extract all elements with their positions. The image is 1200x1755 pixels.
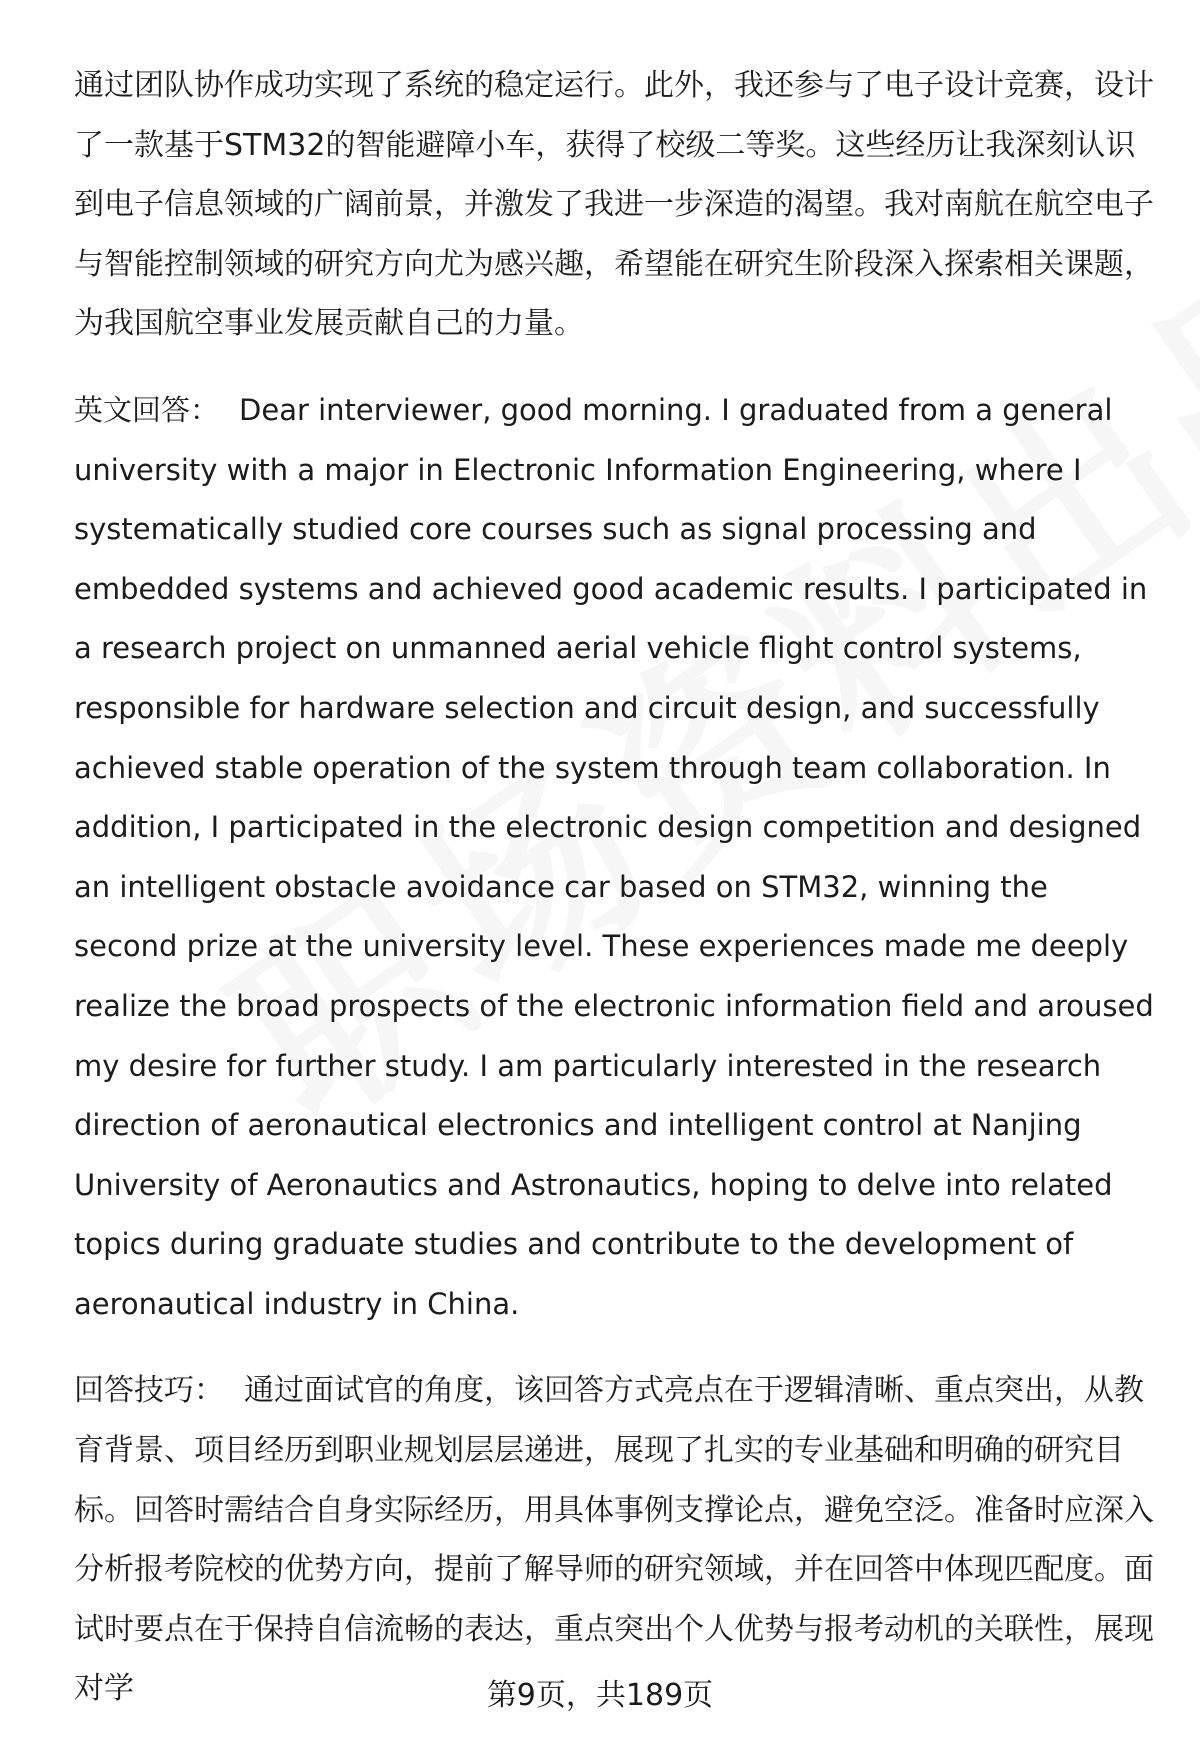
- paragraph-english-answer: [74, 381, 1154, 1335]
- paragraph-chinese-continuation: 通过团队协作成功实现了系统的稳定运行。此外，我还参与了电子设计竞赛，设计了一款基于STM32的智能避障小车，获得了校级二等奖。这些经历让我深刻认识到电子信息领域的广阔前景，并激发了我进一步深造的渴望。我对南航在航空电子与智能控制领域的研究方向尤为感兴趣，希望能在研究生阶段深入探索相关课题，为我国航空事业发展贡献自己的力量。: [74, 68, 1154, 342]
- document-body: [74, 56, 1154, 1719]
- page-indicator: 第9页，共189页: [486, 1678, 714, 1713]
- tips-text: 通过面试官的角度，该回答方式亮点在于逻辑清晰、重点突出，从教育背景、项目经历到职业规划层层递进，展现了扎实的专业基础和明确的研究目标。回答时需结合自身实际经历，用具体事例支撑论点，避免空泛。准备时应深入分析报考院校的优势方向，提前了解导师的研究领域，并在回答中体现匹配度。面试时要点在于保持自信流畅的表达，重点突出个人优势与报考动机的关联性，展现对学: [74, 1373, 1154, 1707]
- english-answer-label: 英文回答：: [74, 392, 220, 427]
- english-answer-text: Dear interviewer, good morning. I graduated from a general university with a major in Electronic Information Engineering, where I systematically studied core courses such as signal processing and embedded systems and achieved good academic results. I participated in a research project on unmanned aerial vehicle flight control systems, responsible for hardware selection and circuit design, and successfully achieved stable operation of the system through team collaboration. In addition, I participated in the electronic design competition and designed an intelligent obstacle avoidance car based on STM32, winning the second prize at the university level. These experiences made me deeply realize the broad prospects of the electronic information field and aroused my desire for further study. I am particularly interested in the research direction of aeronautical electronics and intelligent control at Nanjing University of Aeronautics and Astronautics, hoping to delve into related topics during graduate studies and contribute to the development of aeronautical industry in China.: [74, 392, 1154, 1321]
- paragraph-answer-tips: [74, 1361, 1154, 1719]
- tips-label: 回答技巧：: [74, 1373, 224, 1409]
